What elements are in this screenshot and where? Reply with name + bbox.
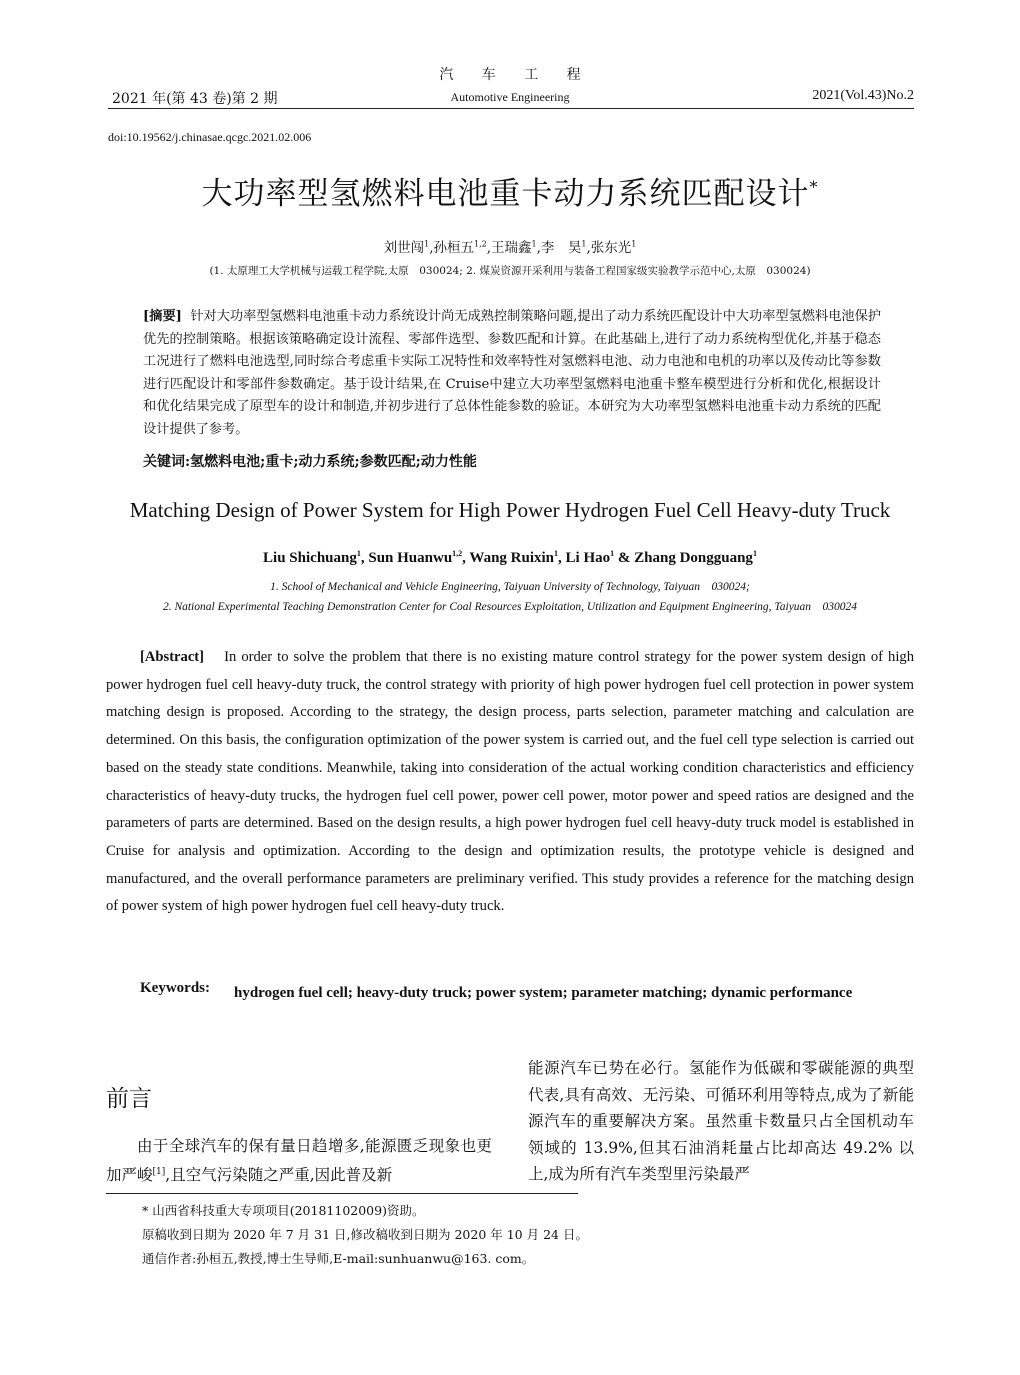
keywords-cn bbox=[143, 451, 881, 471]
footnote-corresponding-author: 通信作者:孙桓五,教授,博士生导师,E-mail:sunhuanwu@163. com。 bbox=[142, 1251, 535, 1266]
journal-title-en: Automotive Engineering bbox=[450, 90, 570, 104]
issue-info-cn: 2021 年(第 43 卷)第 2 期 bbox=[112, 91, 278, 107]
title-footnote-mark: * bbox=[809, 177, 819, 197]
author-en-aff: 1 bbox=[752, 549, 757, 558]
author-en-sep: & bbox=[614, 550, 635, 566]
affiliation-en-1: 1. School of Mechanical and Vehicle Engineering, Taiyuan University of Technology, Taiyuan 030024; bbox=[270, 581, 750, 593]
body-left-part2: ,且空气污染随之严重,因此普及新 bbox=[165, 1166, 393, 1185]
author-cn: 刘世闯 bbox=[383, 240, 425, 256]
author-en-sep: , bbox=[360, 550, 369, 566]
keywords-en-text: hydrogen fuel cell; heavy-duty truck; power system; parameter matching; dynamic performance bbox=[234, 985, 853, 1001]
footnote-rule bbox=[106, 1193, 578, 1194]
paper-title-en: Matching Design of Power System for High Power Hydrogen Fuel Cell Heavy-duty Truck bbox=[129, 498, 891, 522]
body-left-part1: 由于全球汽车的保有量日趋增多,能源匮乏现象也更加严峻 bbox=[106, 1137, 492, 1185]
keywords-cn-text: 氢燃料电池;重卡;动力系统;参数匹配;动力性能 bbox=[190, 454, 477, 470]
section-heading-preface: 前言 bbox=[106, 1086, 152, 1112]
author-en: Liu Shichuang bbox=[263, 550, 357, 566]
author-en-aff: 1,2 bbox=[452, 549, 463, 558]
affiliations-cn: (1. 太原理工大学机械与运载工程学院,太原 030024; 2. 煤炭资源开采利用与装备工程国家级实验教学示范中心,太原 030024) bbox=[209, 265, 811, 277]
author-en: Sun Huanwu bbox=[368, 550, 453, 566]
author-en-aff: 1 bbox=[610, 549, 615, 558]
authors-en bbox=[0, 549, 1020, 567]
abstract-cn-label: [摘要] bbox=[143, 309, 182, 324]
author-cn-aff: 1 bbox=[581, 239, 587, 249]
body-text-left-column bbox=[106, 1133, 492, 1188]
body-text-right-column: 能源汽车已势在必行。氢能作为低碳和零碳能源的典型代表,具有高效、无污染、可循环利用等特点,成为了新能源汽车的重要解决方案。虽然重卡数量只占全国机动车领域的 13.9%,但其石油消耗量占比却高达 49.2% 以上,成为所有汽车类型里污染最严 bbox=[528, 1059, 914, 1183]
issue-info-en: 2021(Vol.43)No.2 bbox=[812, 88, 914, 103]
author-cn-aff: 1 bbox=[424, 239, 430, 249]
author-en: Zhang Dongguang bbox=[634, 550, 753, 566]
author-cn-aff: 1,2 bbox=[473, 239, 487, 249]
footnote-dates: 原稿收到日期为 2020 年 7 月 31 日,修改稿收到日期为 2020 年 10 月 24 日。 bbox=[142, 1227, 588, 1242]
abstract-en bbox=[106, 644, 914, 921]
author-cn: 孙桓五 bbox=[433, 240, 474, 256]
author-cn: 李 昊 bbox=[540, 240, 582, 256]
author-en-aff: 1 bbox=[554, 549, 559, 558]
keywords-en-label: Keywords: bbox=[140, 980, 210, 996]
doi: doi:10.19562/j.chinasae.qcgc.2021.02.006 bbox=[108, 130, 312, 144]
affiliation-en-2: 2. National Experimental Teaching Demonstration Center for Coal Resources Exploitation, Utilization and Equipment Engineering, Taiyuan 030024 bbox=[162, 601, 858, 613]
author-en: Li Hao bbox=[565, 550, 611, 566]
abstract-en-label: [Abstract] bbox=[140, 649, 205, 665]
abstract-cn bbox=[143, 306, 881, 441]
author-cn: 张东光 bbox=[590, 240, 632, 256]
author-en-sep: , bbox=[558, 550, 566, 566]
abstract-cn-text: 针对大功率型氢燃料电池重卡动力系统设计尚无成熟控制策略问题,提出了动力系统匹配设计中大功率型氢燃料电池保护优先的控制策略。根据该策略确定设计流程、零部件选型、参数匹配和计算。在此基础上,进行了动力系统构型优化,并基于稳态工况进行了燃料电池选型,同时综合考虑重卡实际工况特性和效率特性对氢燃料电池、动力电池和电机的功率以及传动比等参数进行匹配设计和零部件参数确定。基于设计结果,在 Cruise中建立大功率型氢燃料电池重卡整车模型进行分析和优化,根据设计和优化结果完成了原型车的设计和制造,并初步进行了总体性能参数的验证。本研究为大功率型氢燃料电池重卡动力系统的匹配设计提供了参考。 bbox=[143, 309, 882, 437]
authors-cn: 刘世闯$^1$,孙桓五$^{1,2}$,王瑞鑫$^1$,李 昊$^1$,张东光$^1$ bbox=[383, 239, 637, 256]
paper-title-cn-text: 大功率型氢燃料电池重卡动力系统匹配设计 bbox=[201, 176, 810, 212]
author-en: Wang Ruixin bbox=[469, 550, 555, 566]
journal-title-cn: 汽 车 工 程 bbox=[439, 67, 593, 83]
author-cn-aff: 1 bbox=[531, 239, 537, 249]
abstract-en-text: In order to solve the problem that there is no existing mature control strategy for the power system design of high power hydrogen fuel cell heavy-duty truck, the control strategy with priority of high power hydrogen fuel cell protection in power system matching design is proposed. According to the strategy, the design process, parts selection, parameter matching and calculation are determined. On this basis, the configuration optimization of the power system is carried out, and the fuel cell type selection is carried out based on the steady state conditions. Meanwhile, taking into consideration of the actual working condition characteristics and efficiency characteristics of heavy-duty trucks, the hydrogen fuel cell power, power cell power, motor power and speed ratios are designed and the parameters of parts are determined. Based on the design results, a high power hydrogen fuel cell heavy-duty truck model is established in Cruise for analysis and optimization. According to the design and optimization results, the prototype vehicle is designed and manufactured, and the overall performance parameters are preliminary verified. This study provides a reference for the matching design of power system of high power hydrogen fuel cell heavy-duty truck. bbox=[106, 649, 915, 915]
keywords-cn-label: 关键词: bbox=[143, 454, 191, 470]
author-cn-aff: 1 bbox=[631, 239, 637, 249]
paper-title-cn bbox=[0, 168, 1020, 213]
citation-ref: [1] bbox=[152, 1167, 166, 1177]
header-rule bbox=[108, 108, 914, 109]
author-en-aff: 1 bbox=[356, 549, 361, 558]
author-cn: 王瑞鑫 bbox=[491, 240, 532, 256]
footnote-funding: * 山西省科技重大专项项目(20181102009)资助。 bbox=[142, 1203, 425, 1218]
author-en-sep: , bbox=[462, 550, 470, 566]
